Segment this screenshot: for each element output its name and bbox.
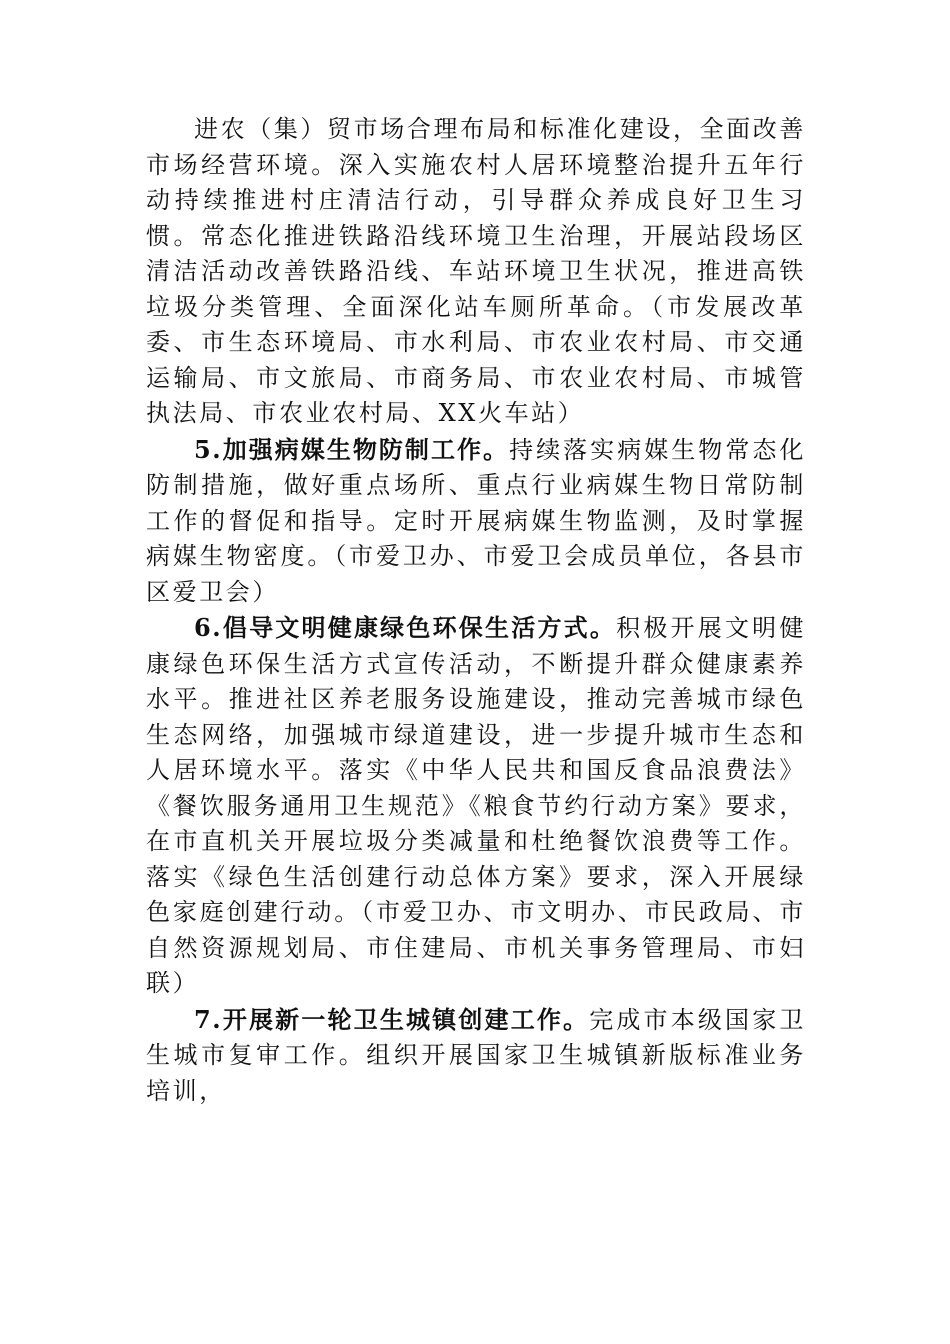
paragraph-green-lifestyle (146, 610, 806, 1002)
document-body (146, 112, 806, 1109)
section-heading-5: 5.加强病媒生物防制工作。 (194, 434, 510, 464)
paragraph-text: 积极开展文明健康绿色环保生活方式宣传活动，不断提升群众健康素养水平。推进社区养老服务设施建设，推动完善城市绿色生态网络，加强城市绿道建设，进一步提升城市生态和人居环境水平。落实《中华人民共和国反食品浪费法》《餐饮服务通用卫生规范》《粮食节约行动方案》要求，在市直机关开展垃圾分类减量和杜绝餐饮浪费等工作。落实《绿色生活创建行动总体方案》要求，深入开展绿色家庭创建行动。（市爱卫办、市文明办、市民政局、市自然资源规划局、市住建局、市机关事务管理局、市妇联） (146, 614, 806, 997)
paragraph-text: 持续落实病媒生物常态化防制措施，做好重点场所、重点行业病媒生物日常防制工作的督促和指导。定时开展病媒生物监测，及时掌握病媒生物密度。（市爱卫办、市爱卫会成员单位，各县市区爱卫会） (146, 435, 806, 606)
paragraph-market-environment (146, 112, 806, 432)
section-heading-7: 7.开展新一轮卫生城镇创建工作。 (194, 1004, 590, 1034)
paragraph-vector-control (146, 432, 806, 611)
section-heading-6: 6.倡导文明健康绿色环保生活方式。 (194, 613, 617, 642)
paragraph-sanitary-town (146, 1002, 806, 1110)
paragraph-text: 进农（集）贸市场合理布局和标准化建设，全面改善市场经营环境。深入实施农村人居环境整治提升五年行动持续推进村庄清洁行动，引导群众养成良好卫生习惯。常态化推进铁路沿线环境卫生治理，开展站段场区清洁活动改善铁路沿线、车站环境卫生状况，推进高铁垃圾分类管理、全面深化站车厕所革命。（市发展改革委、市生态环境局、市水利局、市农业农村局、市交通运输局、市文旅局、市商务局、市农业农村局、市城管执法局、市农业农村局、XX火车站） (146, 115, 806, 427)
paragraph-text: 完成市本级国家卫生城市复审工作。组织开展国家卫生城镇新版标准业务培训， (146, 1005, 806, 1105)
